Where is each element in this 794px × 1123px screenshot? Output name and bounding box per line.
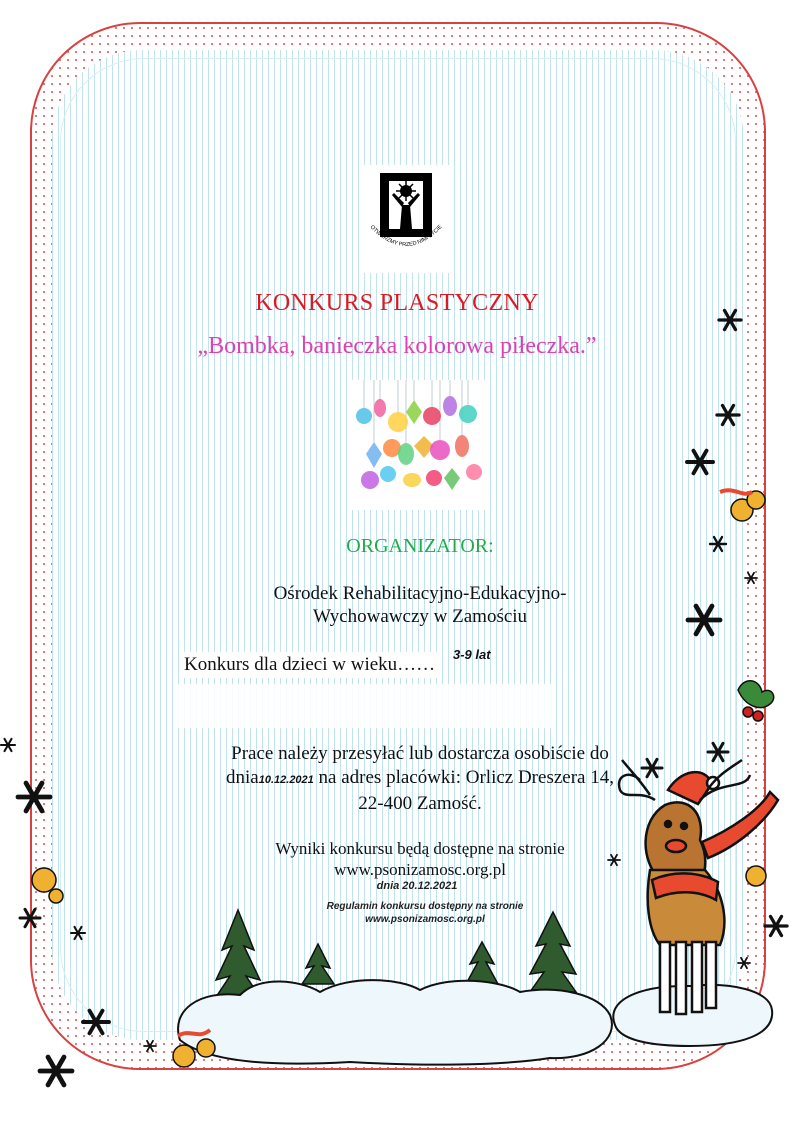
results-date: dnia 20.12.2021 xyxy=(376,880,458,892)
results-info xyxy=(0,838,794,880)
results-line-1: Wyniki konkursu będą dostępne na stronie xyxy=(275,839,565,858)
organizer-label: ORGANIZATOR: xyxy=(346,535,494,557)
submission-line-2 xyxy=(0,766,794,792)
age-value: 3-9 lat xyxy=(453,647,491,662)
logo-icon xyxy=(360,165,452,273)
submission-address: na adres placówki: Orlicz Dreszera 14, xyxy=(313,767,614,788)
organizer-name-line-2: Wychowawczy w Zamościu xyxy=(312,606,528,627)
submission-day-label: dnia xyxy=(226,767,259,788)
organizer-name-line-1: Ośrodek Rehabilitacyjno-Edukacyjno- xyxy=(273,583,567,604)
submission-line-3: 22-400 Zamość. xyxy=(358,793,482,814)
submission-line-1: Prace należy przesyłać lub dostarcza osobiście do xyxy=(231,743,609,764)
blank-band xyxy=(178,684,556,728)
rules-url: www.psonizamosc.org.pl xyxy=(365,914,485,925)
contest-title: KONKURS PLASTYCZNY xyxy=(255,290,539,316)
ornaments-icon xyxy=(350,380,488,510)
logo-text: OTWÓRZMY PRZED NIMI ŻYCIE xyxy=(368,224,444,249)
age-line: Konkurs dla dzieci w wieku…… xyxy=(182,652,439,678)
submission-info xyxy=(0,742,794,816)
rules-line-1: Regulamin konkursu dostępny na stronie xyxy=(326,901,524,912)
organizer-name xyxy=(0,582,794,628)
results-url: www.psonizamosc.org.pl xyxy=(334,860,506,879)
rules-info xyxy=(0,900,794,926)
contest-subtitle: „Bombka, banieczka kolorowa piłeczka.” xyxy=(197,333,597,359)
submission-date: 10.12.2021 xyxy=(258,774,314,786)
